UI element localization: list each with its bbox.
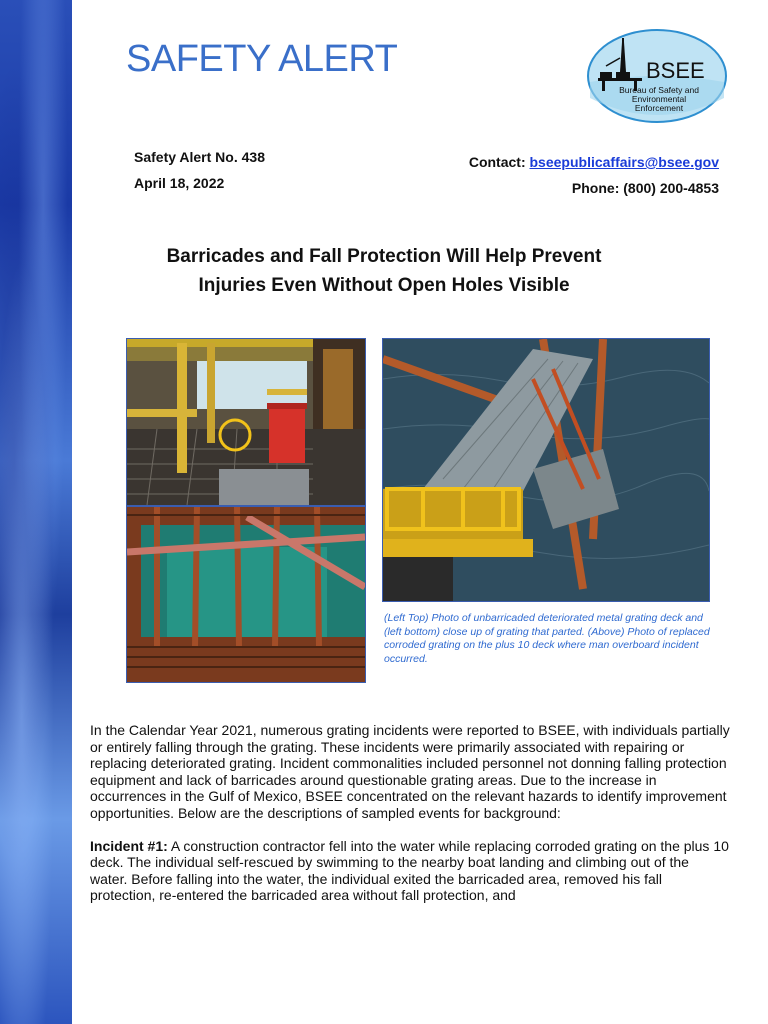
logo-acronym: BSEE bbox=[646, 58, 705, 83]
intro-paragraph: In the Calendar Year 2021, numerous grating incidents were reported to BSEE, with individuals partially or entirely falling through the grating. These incidents were primarily associated with repairing or replacing deteriorated grating. Incident commonalities included personnel not donning falling protection equipment and lack of barricades around questionable grating areas. Due to the increase in occurrences in the Gulf of Mexico, BSEE concentrated on the relevant hazards to identify improvement opportunities. Below are the descriptions of sampled events for background: bbox=[90, 722, 730, 821]
photo-replaced-grating-plus-10-deck bbox=[382, 338, 710, 602]
headline bbox=[100, 242, 668, 300]
photo-caption: (Left Top) Photo of unbarricaded deteriorated metal grating deck and (left bottom) close up of grating that parted. (Above) Photo of replaced corroded grating on the plus 10 deck where man overboard incident occurred. bbox=[384, 612, 710, 665]
page-title: SAFETY ALERT bbox=[126, 38, 398, 80]
incident-1-text: A construction contractor fell into the water while replacing corroded grating on the plus 10 deck. The individual self-rescued by swimming to the nearby boat landing and climbing out of the water. Before falling into the water, the individual exited the barricaded area, removed his fall protection, re-entered the barricaded area without fall protection, and bbox=[90, 837, 729, 904]
logo-name-line3: Enforcement bbox=[634, 103, 684, 113]
alert-date: April 18, 2022 bbox=[134, 175, 225, 191]
logo-name-line1: Bureau of Safety and bbox=[619, 85, 699, 95]
logo-name-line2: Environmental bbox=[631, 94, 687, 104]
contact-line bbox=[469, 154, 719, 170]
decorative-water-band bbox=[0, 0, 72, 1024]
contact-email-link[interactable]: bseepublicaffairs@bsee.gov bbox=[529, 154, 719, 170]
contact-label: Contact: bbox=[468, 154, 526, 170]
phone-number: Phone: (800) 200-4853 bbox=[571, 180, 719, 196]
headline-line1: Barricades and Fall Protection Will Help Prevent bbox=[166, 246, 602, 267]
photo-unbarricaded-grating-deck bbox=[126, 338, 366, 506]
body-text bbox=[90, 722, 730, 920]
incident-1-paragraph bbox=[90, 838, 730, 904]
bsee-logo bbox=[586, 28, 728, 124]
photo-parted-grating-closeup bbox=[126, 506, 366, 683]
incident-1-label: Incident #1: bbox=[90, 837, 168, 854]
alert-number: Safety Alert No. 438 bbox=[134, 149, 265, 165]
headline-line2: Injuries Even Without Open Holes Visible bbox=[198, 275, 570, 296]
